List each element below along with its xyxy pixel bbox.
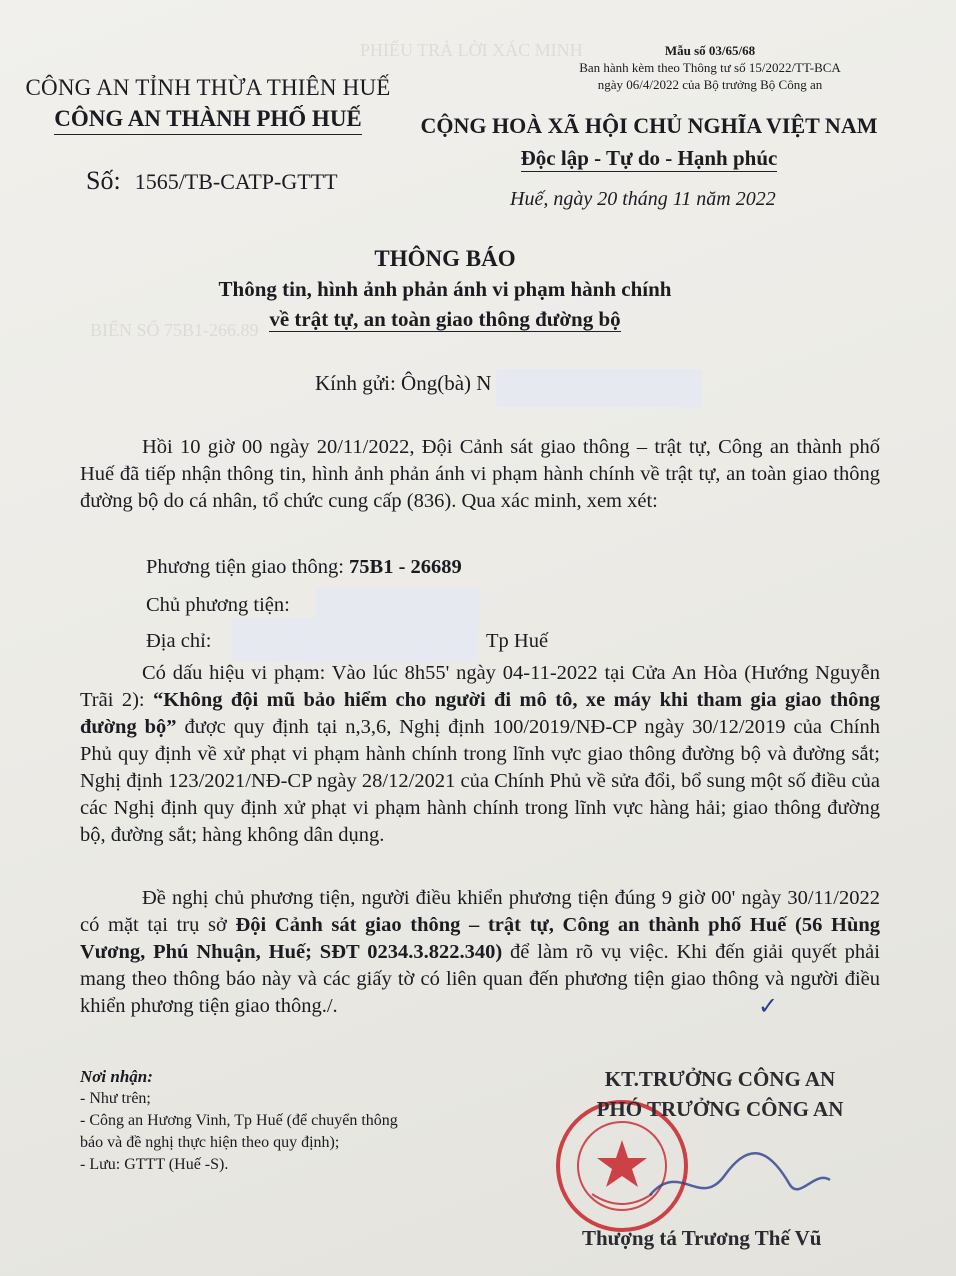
address-field [146, 630, 211, 653]
number-value: 1565/TB-CATP-GTTT [134, 169, 338, 194]
address-label: Địa chỉ: [146, 630, 212, 652]
violation-offense: “Không đội mũ bảo hiểm cho người đi mô tô, xe máy khi tham gia giao thông đường bộ” [80, 689, 880, 738]
title-sub: về trật tự, an toàn giao thông đường bộ [269, 307, 621, 331]
request-text: Đề nghị chủ phương tiện, người điều khiển phương tiện đúng 9 giờ 00' ngày 30/11/2022 có mặt tại trụ sở [80, 887, 880, 936]
document-number [86, 166, 338, 196]
signer-name: Thượng tá Trương Thế Vũ [582, 1226, 822, 1250]
form-note-line: Ban hành kèm theo Thông tư số 15/2022/TT-BCA [579, 60, 841, 75]
vehicle-label: Phương tiện giao thông: [146, 556, 344, 578]
initial-mark: ✓ [758, 994, 779, 1020]
title-sub: Thông tin, hình ảnh phản ánh vi phạm hành chính [218, 277, 672, 301]
title-main: THÔNG BÁO [374, 246, 516, 271]
signature-line: KT.TRƯỞNG CÔNG AN [604, 1067, 836, 1091]
violation-text: được quy định tại n,3,6, Nghị định 100/2019/NĐ-CP ngày 30/12/2019 của Chính Phủ quy định về xử phạt vi phạm hành chính trong lĩnh vực giao thông đường bộ và đường sắt; Nghị định 123/2021/NĐ-CP ngày 28/12/2021 của Chính Phủ về sửa đổi, bổ sung một số điều của các Nghị định quy định xử phạt vi phạm hành chính trong lĩnh vực hàng hải; giao thông đường bộ, đường sắt; hàng không dân dụng. [80, 716, 880, 846]
agency-header [18, 72, 398, 135]
address-city: Tp Huế [486, 630, 549, 652]
recipient-item: - Lưu: GTTT (Huế -S). [80, 1156, 229, 1173]
handwritten-signature-icon [640, 1140, 840, 1220]
recipient-item: - Như trên; [80, 1090, 151, 1107]
agency-name: CÔNG AN THÀNH PHỐ HUẾ [54, 103, 362, 135]
request-location: Đội Cảnh sát giao thông – trật tự, Công an thành phố Huế (56 Hùng Vương, Phú Nhuận, Huế; SĐT 0234.3.822.340) [80, 914, 881, 963]
document-title [170, 244, 720, 334]
show-through-text: PHIẾU TRẢ LỜI XÁC MINH [360, 40, 583, 60]
vehicle-plate: 75B1 - 26689 [349, 556, 462, 578]
show-through-text: BIỂN SỐ 75B1-266.89 [90, 320, 259, 340]
form-code: Mẫu số 03/65/68 [664, 43, 756, 58]
request-text: để làm rõ vụ việc. Khi đến giải quyết phải mang theo thông báo này và các giấy tờ có liên quan đến phương tiện giao thông và người điều khiển phương tiện giao thông./. [80, 941, 880, 1017]
recipients-heading: Nơi nhận: [80, 1067, 153, 1086]
violation-text: Có dấu hiệu vi phạm: Vào lúc 8h55' ngày 04-11-2022 tại Cửa An Hòa (Hướng Nguyễn Trãi 2): [80, 662, 880, 711]
agency-parent: CÔNG AN TỈNH THỪA THIÊN HUẾ [25, 75, 391, 100]
owner-label: Chủ phương tiện: [146, 594, 290, 616]
signature-title [575, 1064, 865, 1124]
redacted-address [232, 618, 478, 662]
signature-line: PHÓ TRƯỞNG CÔNG AN [596, 1097, 844, 1121]
issue-date: Huế, ngày 20 tháng 11 năm 2022 [510, 188, 776, 210]
vehicle-field [146, 556, 462, 579]
recipient-line: Kính gửi: Ông(bà) N [315, 371, 492, 395]
redacted-name [496, 369, 702, 407]
recipient-item: báo và đề nghị thực hiện theo quy định); [80, 1134, 340, 1151]
form-note [550, 42, 870, 93]
country-name: CỘNG HOÀ XÃ HỘI CHỦ NGHĨA VIỆT NAM [420, 113, 878, 138]
national-header [414, 110, 884, 174]
number-label: Số: [86, 166, 121, 195]
form-note-line: ngày 06/4/2022 của Bộ trưởng Bộ Công an [597, 77, 823, 92]
owner-field [146, 594, 290, 617]
motto: Độc lập - Tự do - Hạnh phúc [520, 146, 778, 170]
recipient-item: - Công an Hương Vinh, Tp Huế (để chuyển thông [80, 1112, 398, 1129]
violation-paragraph [80, 660, 880, 849]
recipients-block [80, 1066, 398, 1176]
intro-paragraph: Hồi 10 giờ 00 ngày 20/11/2022, Đội Cảnh sát giao thông – trật tự, Công an thành phố Huế đã tiếp nhận thông tin, hình ảnh phản ánh vi phạm hành chính về trật tự, an toàn giao thông đường bộ do cá nhân, tổ chức cung cấp (836). Qua xác minh, xem xét: [80, 436, 880, 512]
